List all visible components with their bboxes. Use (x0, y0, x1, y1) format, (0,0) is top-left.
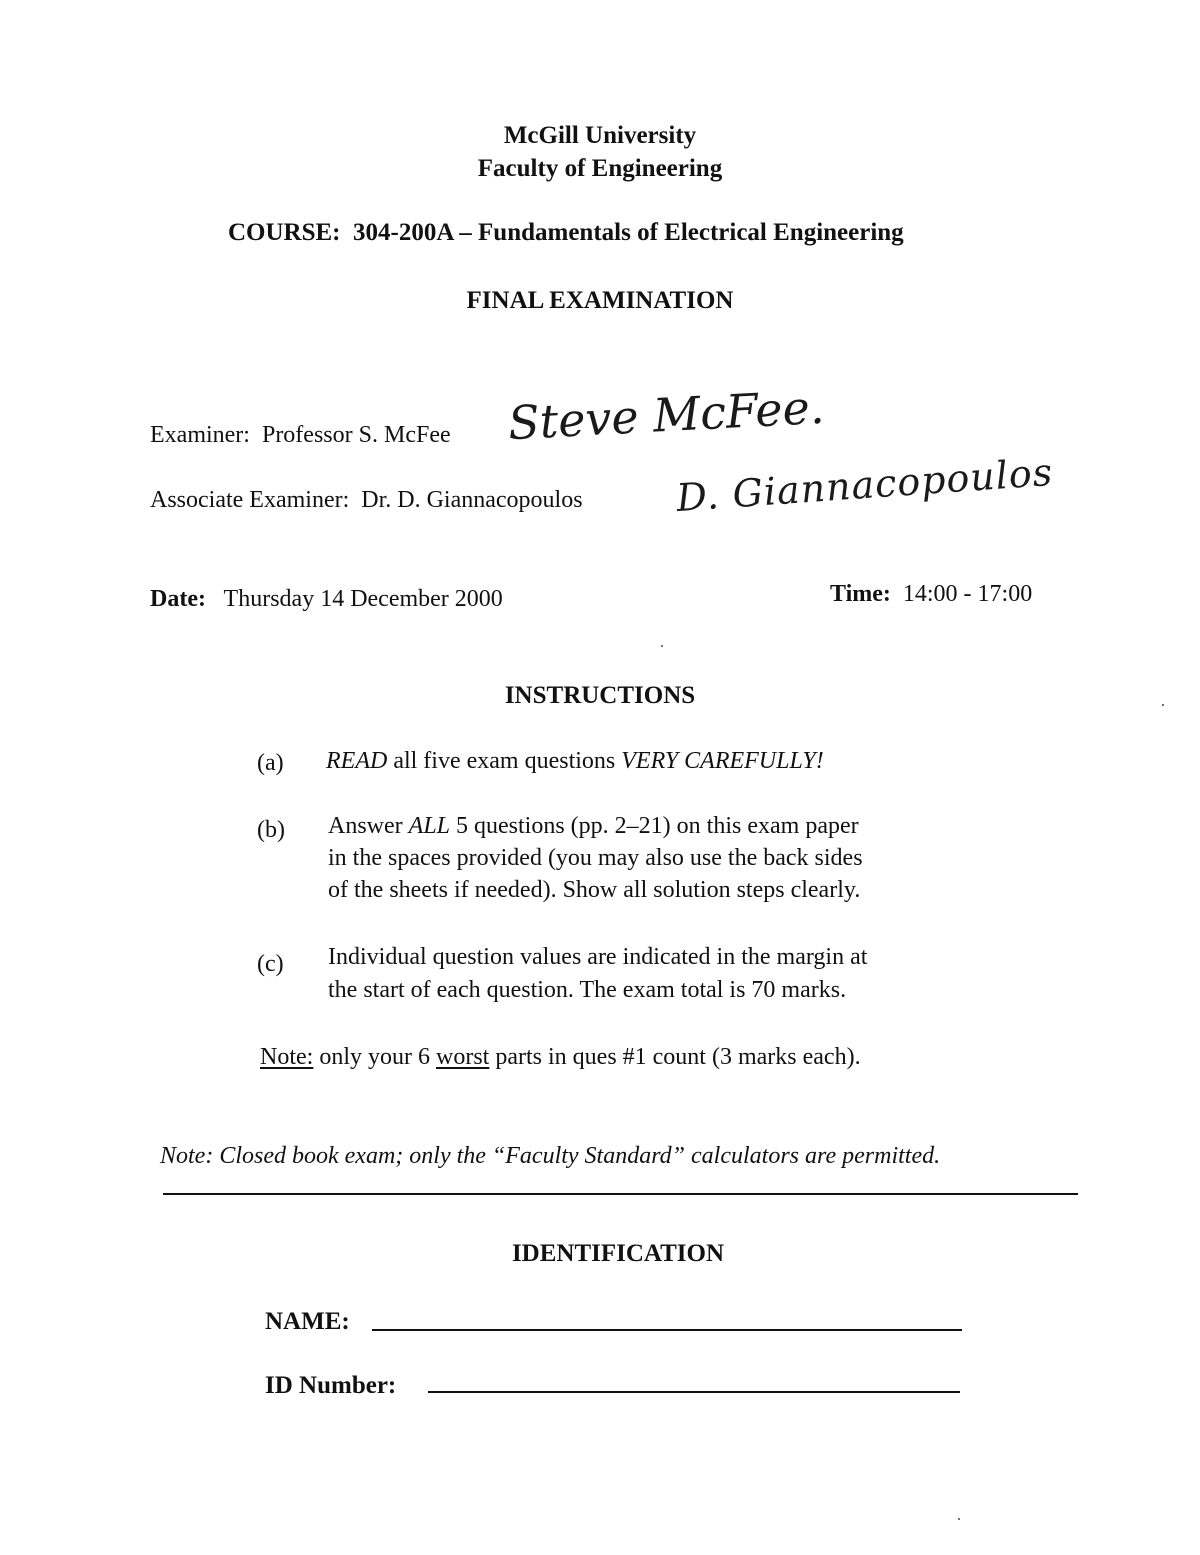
time-line (830, 581, 1032, 608)
scan-speck (661, 645, 663, 647)
instructions-note (260, 1044, 861, 1071)
instruction-b-post: 5 questions (pp. 2–21) on this exam paper (450, 813, 859, 839)
note-pre: only your 6 (313, 1044, 436, 1070)
scan-speck (958, 1518, 960, 1520)
examiner-label: Examiner: (150, 422, 250, 448)
examiner-signature: Steve McFee. (506, 379, 826, 451)
date-label: Date: (150, 586, 206, 612)
instruction-b-pre: Answer (328, 813, 409, 839)
associate-examiner-label: Associate Examiner: (150, 487, 350, 513)
instruction-a-text (326, 748, 824, 775)
course-line (228, 219, 904, 247)
section-divider (163, 1193, 1078, 1195)
course-title: 304-200A – Fundamentals of Electrical Engineering (353, 219, 904, 246)
associate-examiner-line (150, 487, 583, 514)
scan-speck (1162, 704, 1164, 706)
name-label: NAME: (265, 1308, 350, 1335)
date-value: Thursday 14 December 2000 (223, 586, 503, 612)
instruction-b-line-3: of the sheets if needed). Show all solution steps clearly. (328, 877, 861, 903)
instruction-c-line-1: Individual question values are indicated in the margin at (328, 944, 868, 970)
instruction-marker-c: (c) (257, 951, 284, 977)
examiner-line (150, 422, 451, 449)
instruction-c-line-2: the start of each question. The exam total is 70 marks. (328, 977, 847, 1003)
associate-examiner-name: Dr. D. Giannacopoulos (361, 487, 583, 513)
instruction-a-emphasis-read: READ (326, 748, 388, 774)
course-label: COURSE: (228, 219, 341, 246)
name-field[interactable] (372, 1329, 962, 1331)
exam-title: FINAL EXAMINATION (466, 287, 734, 314)
id-number-label: ID Number: (265, 1372, 397, 1399)
university-name: McGill University (503, 122, 697, 149)
instruction-a-emphasis-carefully: VERY CAREFULLY! (621, 748, 824, 774)
note-underlined-worst: worst (436, 1044, 490, 1070)
id-number-field[interactable] (428, 1391, 960, 1393)
note-label: Note: (260, 1044, 314, 1070)
closed-book-note: Note: Closed book exam; only the “Faculty Standard” calculators are permitted. (160, 1143, 941, 1169)
associate-examiner-signature: D. Giannacopoulos (674, 449, 1055, 521)
identification-heading: IDENTIFICATION (511, 1240, 725, 1267)
time-label: Time: (830, 581, 891, 607)
examiner-name: Professor S. McFee (261, 422, 451, 448)
faculty-name: Faculty of Engineering (477, 155, 723, 182)
instruction-marker-a: (a) (257, 750, 284, 776)
instruction-a-middle: all five exam questions (387, 748, 622, 774)
time-value: 14:00 - 17:00 (902, 581, 1033, 607)
instructions-heading: INSTRUCTIONS (504, 682, 696, 709)
date-line (150, 586, 503, 613)
instruction-b-line-1 (328, 813, 859, 840)
instruction-b-line-2: in the spaces provided (you may also use the back sides (328, 845, 863, 871)
instruction-b-emphasis-all: ALL (408, 813, 451, 839)
note-post: parts in ques #1 count (3 marks each). (489, 1044, 861, 1070)
instruction-marker-b: (b) (257, 817, 285, 843)
